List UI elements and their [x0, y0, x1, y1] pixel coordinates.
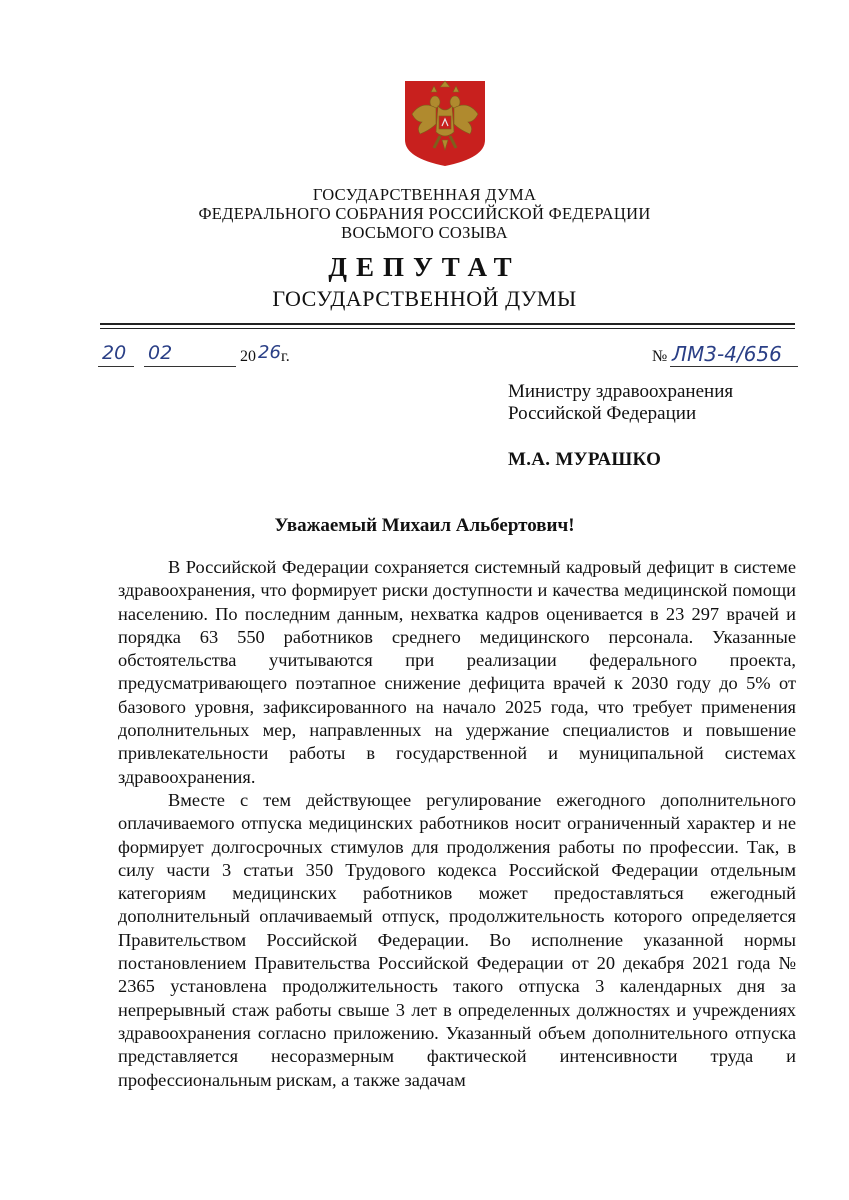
date-year-prefix: 20	[240, 348, 256, 365]
recipient-name: М.А. МУРАШКО	[508, 449, 662, 470]
number-prefix: №	[652, 348, 668, 365]
date-day: 20	[102, 342, 127, 364]
date-year-hand: 26	[258, 342, 281, 363]
recipient-line-2: Российской Федерации	[508, 403, 697, 424]
paragraph-2: Вместе с тем действующее регулирование ежегодного дополнительного оплачиваемого отпуска медицинских работников носит ограниченный характер и не формирует долгосрочных стимулов для продолжения работы по профессии. Так, в силу части 3 статьи 350 Трудового кодекса Российской Федерации отдельным категориям медицинских работников может предоставляться ежегодный дополнительный оплачиваемый отпуск, продолжительность которого определяется Правительством Российской Федерации. Во исполнение указанной нормы постановлением Правительства Российской Федерации от 20 декабря 2021 года № 2365 установлена продолжительность такого отпуска 3 календарных дня за непрерывный стаж работы свыше 3 лет в определенных должностях и учреждениях здравоохранения согласно приложению. Указанный объем дополнительного отпуска представляется несоразмерным фактической интенсивности труда и профессиональным рискам, а также задачам	[118, 789, 796, 1090]
letter-body	[118, 556, 796, 1092]
recipient-block	[508, 381, 733, 425]
coat-of-arms-icon	[402, 78, 488, 168]
letter-date	[98, 342, 318, 372]
date-month-underline	[144, 366, 236, 367]
recipient-line-1: Министру здравоохранения	[508, 381, 734, 402]
number-underline	[670, 366, 798, 367]
number-value: ЛМ3-4/656	[672, 342, 782, 366]
header-rule	[100, 323, 795, 325]
header-line-1: ГОСУДАРСТВЕННАЯ ДУМА	[312, 185, 537, 204]
letter-number	[652, 340, 802, 370]
header-subtitle: ГОСУДАРСТВЕННОЙ ДУМЫ	[272, 286, 577, 311]
date-suffix: г.	[281, 348, 290, 365]
greeting: Уважаемый Михаил Альбертович!	[274, 515, 575, 536]
header-title: ДЕПУТАТ	[328, 252, 521, 282]
header-line-3: ВОСЬМОГО СОЗЫВА	[341, 223, 508, 242]
paragraph-1: В Российской Федерации сохраняется системный кадровый дефицит в системе здравоохранения, что формирует риски доступности и качества медицинской помощи населению. По последним данным, нехватка кадров оценивается в 23 297 врачей и порядка 63 550 работников среднего медицинского персонала. Указанные обстоятельства учитываются при реализации федерального проекта, предусматривающего поэтапное снижение дефицита врачей к 2030 году до 5% от базового уровня, зафиксированного на начало 2025 года, что требует применения дополнительных мер, направленных на удержание специалистов и повышение привлекательности работы в государственной и муниципальной системах здравоохранения.	[118, 557, 796, 787]
header-rule-thin	[100, 328, 795, 329]
header-line-2: ФЕДЕРАЛЬНОГО СОБРАНИЯ РОССИЙСКОЙ ФЕДЕРАЦИИ	[198, 204, 651, 223]
date-month: 02	[148, 342, 173, 364]
date-day-underline	[98, 366, 134, 367]
